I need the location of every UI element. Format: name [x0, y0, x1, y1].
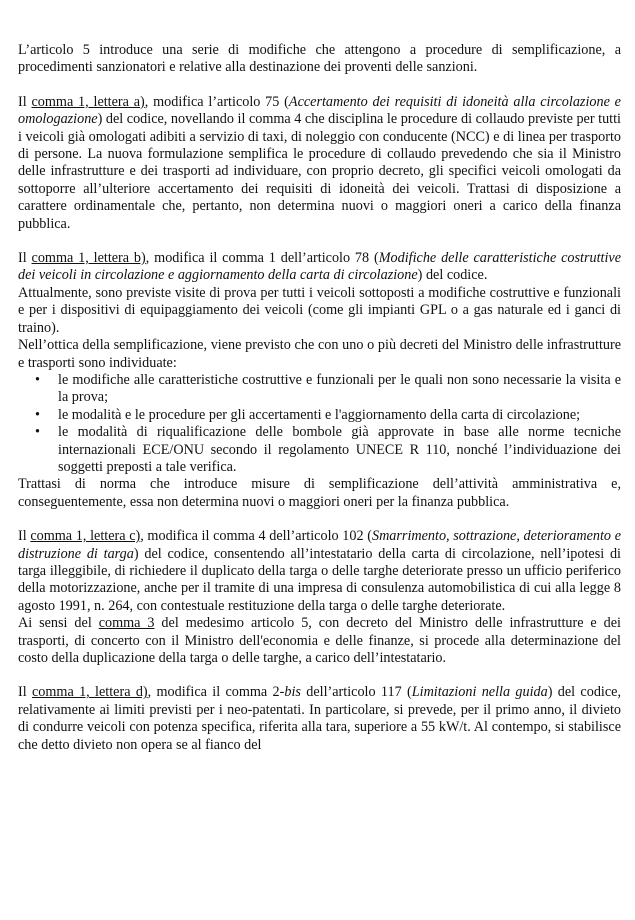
reference-link-lettera-b: comma 1, lettera b)	[31, 250, 146, 267]
text-segment: , modifica il comma 4 dell’articolo 102 (	[140, 528, 372, 545]
text-segment: Il	[18, 93, 32, 110]
text-segment: , modifica il comma 2-	[147, 684, 285, 701]
paragraph-lettera-b-intro-list: Nell’ottica della semplificazione, viene previsto che con uno o più decreti del Ministro delle infrastrutture e trasporti sono individuate:	[18, 337, 621, 371]
paragraph-lettera-b-current: Attualmente, sono previste visite di prova per tutti i veicoli sottoposti a modifiche costruttive e funzionali e per i dispositivi di equipaggiamento dei veicoli (come gli impianti GPL o a gas naturale ed i ganci di traino).	[18, 284, 621, 336]
article-title-italic: Limitazioni nella guida	[411, 684, 548, 701]
reference-link-lettera-a: comma 1, lettera a)	[31, 93, 145, 110]
bullet-list	[18, 372, 621, 476]
article-title-italic: Accertamento dei requisiti di idoneità alla circolazione e omologazione	[18, 93, 621, 128]
reference-link-lettera-d: comma 1, lettera d)	[32, 684, 148, 701]
list-item	[35, 424, 621, 476]
bullet-icon: •	[35, 424, 40, 441]
text-segment: , modifica il comma 1 dell’articolo 78 (	[145, 250, 379, 267]
text-segment: dell’articolo 117 (	[300, 684, 412, 701]
text-segment: Il	[18, 528, 31, 545]
reference-link-lettera-c: comma 1, lettera c)	[30, 528, 141, 545]
text-segment: ) del codice, consentendo all’intestatario della carta di circolazione, nell’ipotesi di targa illeggibile, di richiedere il duplicato della targa o delle targhe deteriorate presso un ufficio periferico della motorizzazione, anche per il tramite di una impresa di consulenza automobilistica di cui alla legge 8 agosto 1991, n. 264, con contestuale restituzione della targa o delle targhe deteriorate.	[18, 545, 621, 614]
paragraph-lettera-c	[18, 528, 621, 615]
article-title-italic: Modifiche delle caratteristiche costruttive dei veicoli in circolazione e aggiornamento della carta di circolazione	[18, 250, 621, 284]
text-segment: , modifica l’articolo 75 (	[144, 93, 289, 110]
list-item	[35, 371, 621, 407]
paragraph-comma-3	[18, 615, 621, 667]
paragraph-lettera-b-closing: Trattasi di norma che introduce misure di semplificazione dell’attività amministrativa e, conseguentemente, essa non determina nuovi o maggiori oneri per la finanza pubblica.	[18, 476, 621, 510]
article-title-italic: Smarrimento, sottrazione, deterioramento e distruzione di targa	[18, 528, 621, 562]
paragraph-lettera-b	[18, 250, 621, 285]
text-segment: Ai sensi del	[18, 615, 99, 632]
paragraph-gap	[18, 511, 621, 528]
list-item-text: le modalità e le procedure per gli accertamenti e l'aggiornamento della carta di circolazione;	[58, 406, 581, 423]
paragraph-lettera-d	[18, 684, 621, 754]
text-segment: ) del codice.	[417, 267, 488, 284]
bullet-icon: •	[35, 371, 40, 388]
paragraph-intro: L’articolo 5 introduce una serie di modifiche che attengono a procedure di semplificazione, a procedimenti sanzionatori e relative alla destinazione dei proventi delle sanzioni.	[18, 42, 621, 76]
paragraph-gap	[18, 233, 621, 250]
paragraph-gap	[18, 667, 621, 684]
paragraph-lettera-a	[18, 94, 621, 233]
list-item-text: le modalità di riqualificazione delle bombole già approvate in base alle norme tecniche internazionali ECE/ONU secondo il regolamento UNECE R 110, nonché l’individuazione dei soggetti preposti a tale verifica.	[58, 424, 621, 475]
reference-link-comma-3: comma 3	[98, 615, 155, 632]
list-item-text: le modifiche alle caratteristiche costruttive e funzionali per le quali non sono necessarie la visita e la prova;	[58, 371, 621, 406]
text-segment: Il	[18, 250, 32, 267]
text-segment: ) del codice, novellando il comma 4 che disciplina le procedure di collaudo previste per tutti i veicoli già omologati adibiti a servizio di taxi, di noleggio con conducente (NCC) e di linea per trasporto di persone. La nuova formulazione semplifica le procedure di collaudo prevedendo che sia il Ministro delle infrastrutture e dei trasporti ad individuare, con proprio decreto, gli specifici veicoli omologati da sottoporre all’ulteriore accertamento dei requisiti di idoneità dei veicoli. Trattasi di disposizione a carattere ordinamentale che, pertanto, non determina nuovi o maggiori oneri a carico della finanza pubblica.	[18, 111, 621, 232]
bis-italic: bis	[284, 684, 301, 701]
text-segment: Il	[18, 684, 32, 701]
bullet-icon: •	[35, 406, 40, 423]
text-segment: ) del codice, relativamente ai limiti previsti per i neo-patentati. In particolare, si prevede, per il primo anno, il divieto di condurre veicoli con potenza specifica, riferita alla tara, superiore a 55 kW/t. Al contempo, si stabilisce che detto divieto non opera se al fianco del	[18, 684, 621, 753]
paragraph-gap	[18, 77, 621, 94]
text-segment: del medesimo articolo 5, con decreto del Ministro delle infrastrutture e dei trasporti, di concerto con il Ministro dell'economia e delle finanze, si procede alla determinazione del costo della duplicazione della targa o delle targhe, a carico dell’intestatario.	[18, 615, 621, 666]
list-item	[35, 406, 621, 424]
